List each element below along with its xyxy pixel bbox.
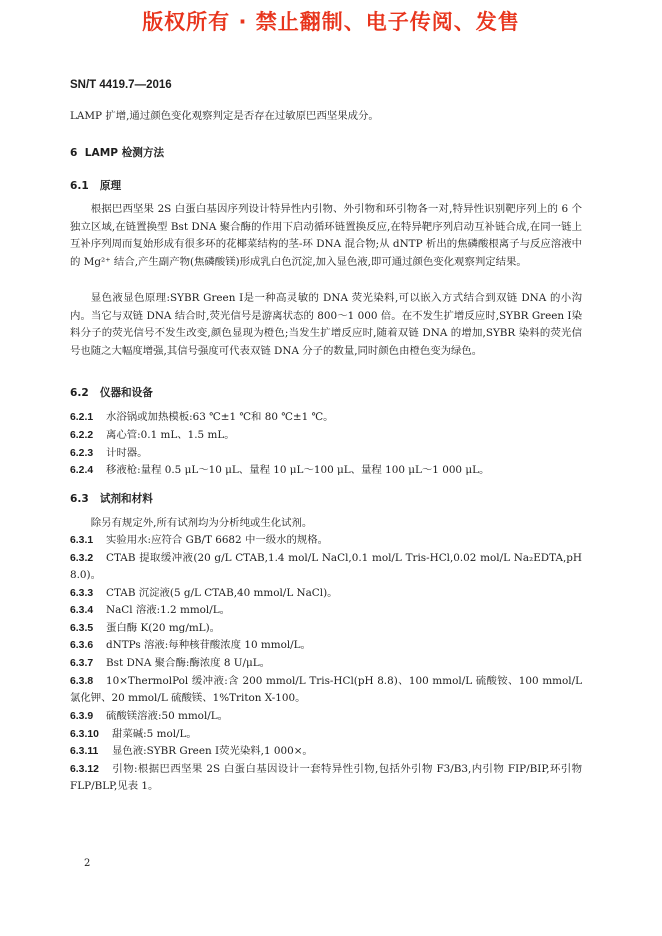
list-item <box>70 620 582 637</box>
section-6-3-number: 6.3 <box>70 493 89 505</box>
intro-text: LAMP 扩增,通过颜色变化观察判定是否存在过敏原巴西坚果成分。 <box>70 110 379 122</box>
item-number: 6.3.5 <box>70 623 94 634</box>
section-6-2-heading <box>70 385 153 400</box>
list-item <box>70 427 582 444</box>
item-number: 6.2.3 <box>70 448 94 459</box>
item-text: 水浴锅或加热模板:63 ℃±1 ℃和 80 ℃±1 ℃。 <box>106 411 334 423</box>
item-number: 6.3.2 <box>70 553 94 564</box>
list-item <box>70 726 582 743</box>
list-item <box>70 708 582 725</box>
item-text: 硫酸镁溶液:50 mmol/L。 <box>106 710 229 722</box>
item-number: 6.3.9 <box>70 711 94 722</box>
section-6-3-title: 试剂和材料 <box>99 493 153 505</box>
item-text: 移液枪:量程 0.5 μL～10 μL、量程 10 μL～100 μL、量程 100 μL～1 000 μL。 <box>106 464 490 476</box>
item-number: 6.3.6 <box>70 640 94 651</box>
item-number: 6.3.4 <box>70 605 94 616</box>
section-6-1-number: 6.1 <box>70 180 89 192</box>
item-text: dNTPs 溶液:每种核苷酸浓度 10 mmol/L。 <box>106 639 311 651</box>
section-6-2-number: 6.2 <box>70 387 89 399</box>
principle-paragraph-2: 显色液显色原理:SYBR Green Ⅰ是一种高灵敏的 DNA 荧光染料,可以嵌入方式结合到双链 DNA 的小沟内。当它与双链 DNA 结合时,荧光信号是游离状态的 800～1 000 倍。在不发生扩增反应时,SYBR Green Ⅰ染料分子的荧光信号不发生改变,颜色显现为橙色;当发生扩增反应时,随着双链 DNA 的增加,SYBR 染料的荧光信号也随之大幅度增强,其信号强度可代表双链 DNA 分子的数量,同时颜色由橙色变为绿色。 <box>70 292 582 357</box>
list-item <box>70 602 582 619</box>
item-text: 显色液:SYBR Green Ⅰ荧光染料,1 000×。 <box>112 745 313 757</box>
section-6-1-heading <box>70 178 121 193</box>
section-6-1-title: 原理 <box>99 180 122 192</box>
item-number: 6.2.2 <box>70 430 94 441</box>
list-item <box>70 409 582 426</box>
list-item <box>70 743 582 760</box>
list-item <box>70 761 582 795</box>
item-number: 6.3.1 <box>70 535 94 546</box>
list-item <box>70 637 582 654</box>
item-number: 6.3.8 <box>70 676 94 687</box>
item-number: 6.3.11 <box>70 746 99 757</box>
item-number: 6.2.1 <box>70 412 94 423</box>
watermark-banner: 版权所有 · 禁止翻制、电子传阅、发售 <box>142 10 520 34</box>
item-number: 6.3.7 <box>70 658 94 669</box>
item-text: 离心管:0.1 mL、1.5 mL。 <box>106 429 235 441</box>
item-text: 甜菜碱:5 mol/L。 <box>112 728 197 740</box>
section-6-3-heading <box>70 491 153 506</box>
section-6-2-title: 仪器和设备 <box>99 387 153 399</box>
item-number: 6.3.10 <box>70 729 99 740</box>
list-item <box>70 585 582 602</box>
item-text: 10×ThermolPol 缓冲液:含 200 mmol/L Tris-HCl(pH 8.8)、100 mmol/L 硫酸铵、100 mmol/L 氯化钾、20 mmol/L 硫酸镁、1%Triton X-100。 <box>70 675 582 704</box>
item-number: 6.3.3 <box>70 588 94 599</box>
item-text: Bst DNA 聚合酶:酶浓度 8 U/μL。 <box>106 657 271 669</box>
list-item <box>70 655 582 672</box>
item-text: 蛋白酶 K(20 mg/mL)。 <box>106 622 221 634</box>
item-number: 6.2.4 <box>70 465 94 476</box>
item-text: CTAB 沉淀液(5 g/L CTAB,40 mmol/L NaCl)。 <box>106 587 338 599</box>
list-item <box>70 550 582 584</box>
item-text: 实验用水:应符合 GB/T 6682 中一级水的规格。 <box>106 534 329 546</box>
list-item <box>70 673 582 707</box>
principle-paragraph-1: 根据巴西坚果 2S 白蛋白基因序列设计特异性内引物、外引物和环引物各一对,特异性识别靶序列上的 6 个独立区域,在链置换型 Bst DNA 聚合酶的作用下启动循环链置换反应,在特异靶序列启动互补链合成,在同一链上互补序列周而复始形成有很多环的花椰菜结构的茎-环 DNA 混合物;从 dNTP 析出的焦磷酸根离子与反应溶液中的 Mg²⁺ 结合,产生副产物(焦磷酸镁)形成乳白色沉淀,加入显色液,即可通过颜色变化观察判定结果。 <box>70 203 582 268</box>
section-6-number: 6 <box>70 147 78 159</box>
list-item <box>70 462 582 479</box>
list-item <box>70 445 582 462</box>
section-6-title: LAMP 检测方法 <box>84 147 165 159</box>
item-number: 6.3.12 <box>70 764 99 775</box>
item-text: CTAB 提取缓冲液(20 g/L CTAB,1.4 mol/L NaCl,0.1 mol/L Tris-HCl,0.02 mol/L Na₂EDTA,pH 8.0)。 <box>70 552 582 581</box>
section-6-heading <box>70 145 164 160</box>
reagents-lead: 除另有规定外,所有试剂均为分析纯或生化试剂。 <box>90 517 313 529</box>
list-item <box>70 532 582 549</box>
standard-number: SN/T 4419.7—2016 <box>70 79 172 91</box>
item-text: 引物:根据巴西坚果 2S 白蛋白基因设计一套特异性引物,包括外引物 F3/B3,内引物 FIP/BIP,环引物 FLP/BLP,见表 1。 <box>70 763 582 792</box>
page-number: 2 <box>84 858 91 869</box>
item-text: NaCl 溶液:1.2 mmol/L。 <box>106 604 231 616</box>
item-text: 计时器。 <box>106 447 148 459</box>
